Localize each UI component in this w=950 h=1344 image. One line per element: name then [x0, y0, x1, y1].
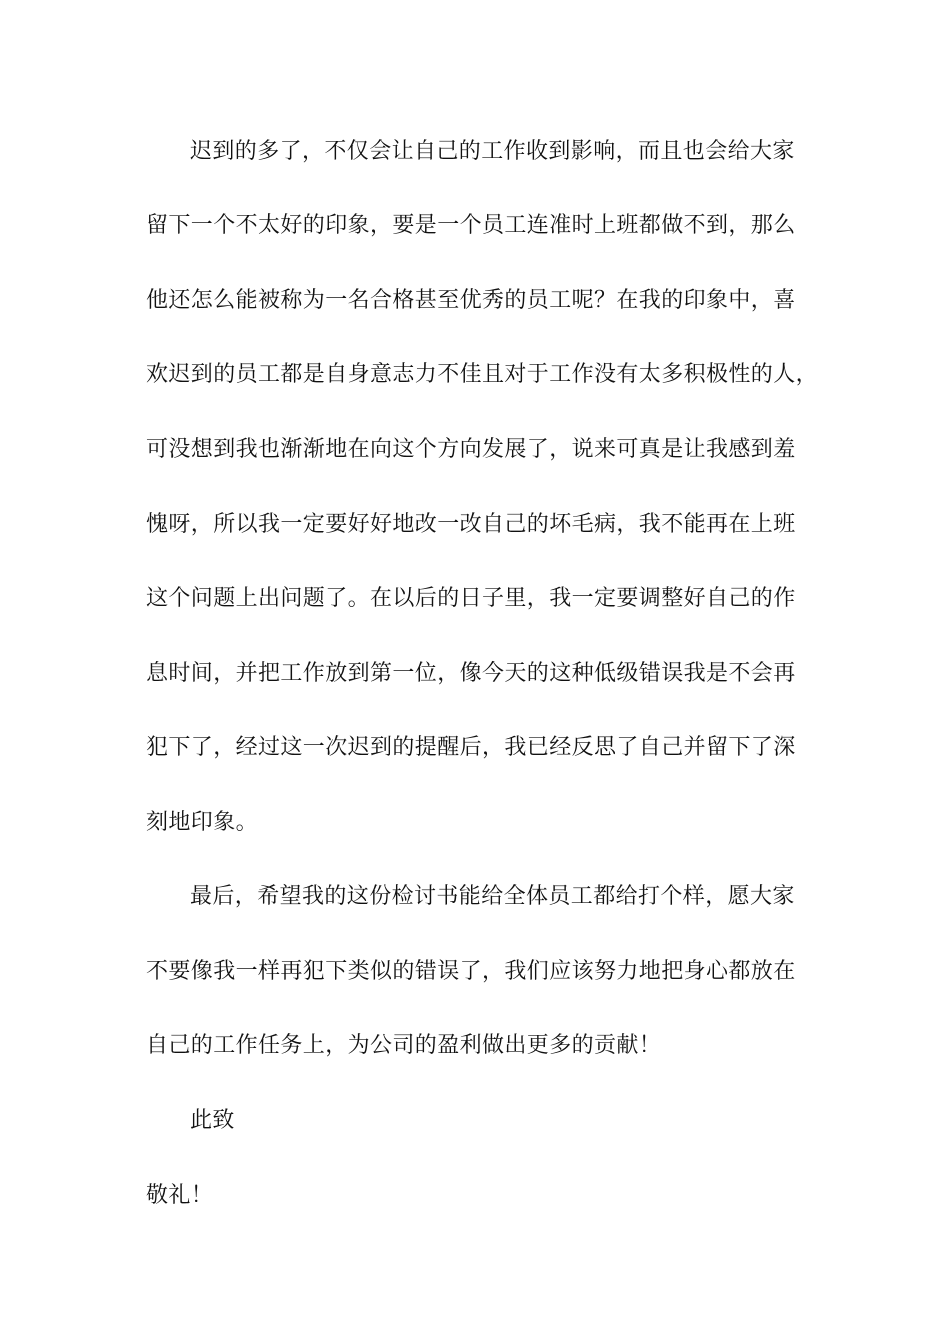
paragraph-1-line-5: 可没想到我也渐渐地在向这个方向发展了，说来可真是让我感到羞 — [146, 437, 796, 462]
paragraph-1-line-10: 刻地印象。 — [146, 810, 259, 835]
paragraph-1-line-2: 留下一个不太好的印象，要是一个员工连准时上班都做不到，那么 — [146, 213, 796, 238]
paragraph-1-line-7: 这个问题上出问题了。在以后的日子里，我一定要调整好自己的作 — [146, 586, 796, 611]
paragraph-2-line-1: 最后，希望我的这份检讨书能给全体员工都给打个样，愿大家 — [190, 884, 795, 909]
paragraph-1-line-1: 迟到的多了，不仅会让自己的工作收到影响，而且也会给大家 — [190, 139, 795, 164]
paragraph-2-line-3: 自己的工作任务上，为公司的盈利做出更多的贡献！ — [146, 1033, 662, 1058]
closing-regards: 敬礼！ — [146, 1183, 214, 1208]
paragraph-1-line-3: 他还怎么能被称为一名合格甚至优秀的员工呢？在我的印象中，喜 — [146, 288, 796, 313]
closing-salutation: 此致 — [190, 1108, 235, 1133]
paragraph-2-line-2: 不要像我一样再犯下类似的错误了，我们应该努力地把身心都放在 — [146, 959, 796, 984]
paragraph-1-line-9: 犯下了，经过这一次迟到的提醒后，我已经反思了自己并留下了深 — [146, 735, 796, 760]
paragraph-1-line-8: 息时间，并把工作放到第一位，像今天的这种低级错误我是不会再 — [146, 661, 796, 686]
paragraph-1-line-6: 愧呀，所以我一定要好好地改一改自己的坏毛病，我不能再在上班 — [146, 512, 796, 537]
paragraph-1-line-4: 欢迟到的员工都是自身意志力不佳且对于工作没有太多积极性的人， — [146, 362, 819, 387]
